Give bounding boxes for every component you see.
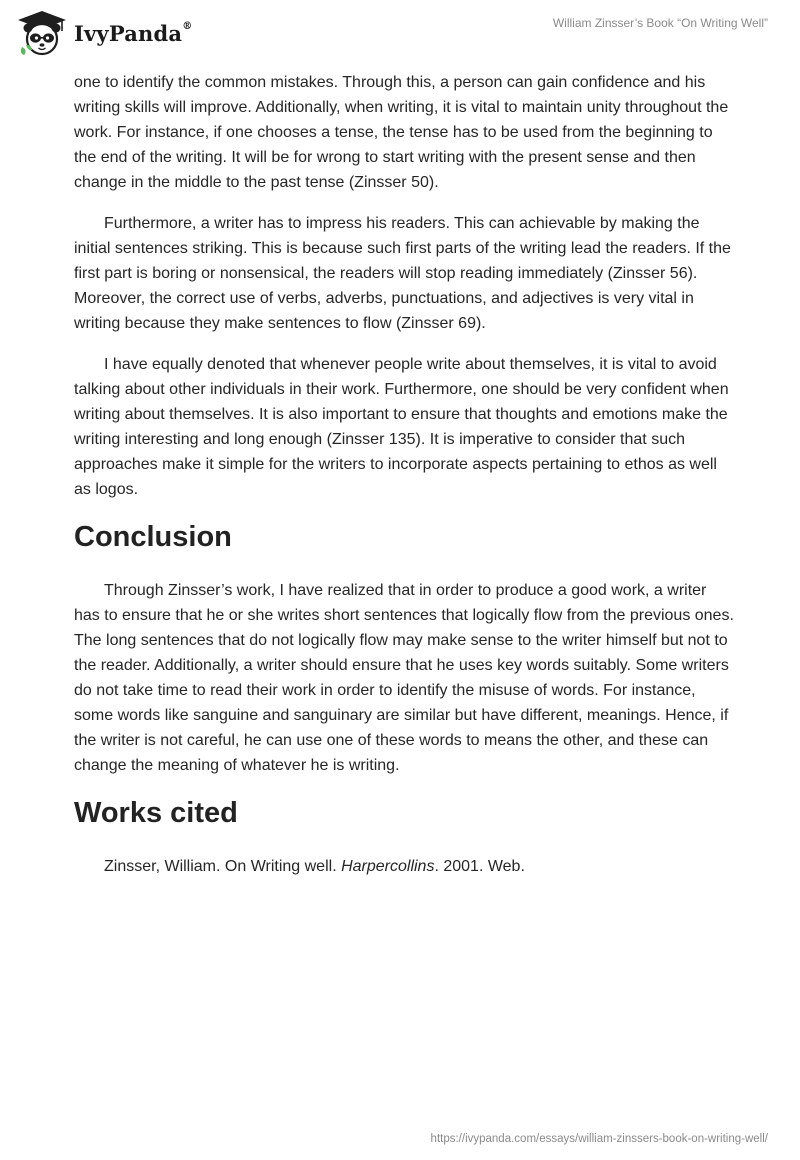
- document-title: William Zinsser’s Book “On Writing Well”: [552, 16, 768, 30]
- citation-publisher: Harpercollins: [341, 858, 435, 875]
- citation-text: Zinsser, William. On Writing well.: [104, 858, 342, 875]
- logo-text: IvyPanda: [74, 20, 183, 46]
- paragraph: Furthermore, a writer has to impress his readers. This can achievable by making the initial sentences striking. This is because such first parts of the writing lead the readers. If the first part is boring or nonsensical, the readers will stop reading immediately (Zinsser 56). Moreover, the correct use of verbs, adverbs, punctuations, and adjectives is very vital in writing because they make sentences to flow (Zinsser 69).: [74, 215, 731, 332]
- paragraph: one to identify the common mistakes. Through this, a person can gain confidence and his writing skills will improve. Additionally, when writing, it is vital to maintain unity throughout the work. For instance, if one chooses a tense, the tense has to be used from the beginning to the end of the writing. It will be for wrong to start writing with the present sense and then change in the middle to the past tense (Zinsser 50).: [74, 74, 729, 191]
- page-header: [0, 0, 800, 64]
- citation-year: . 2001. Web.: [434, 858, 525, 875]
- registered-mark: ®: [182, 20, 193, 32]
- panda-graduate-logo-icon: [16, 9, 68, 57]
- paragraph: Through Zinsser’s work, I have realized that in order to produce a good work, a writer has to ensure that he or she writes short sentences that logically flow from the previous ones. The long sentences that do not logically flow may make sense to the writer himself but not to the reader. Additionally, a writer should ensure that he uses key words suitably. Some writers do not take time to read their work in order to identify the misuse of words. For instance, some words like sanguine and sanguinary are similar but have different, meanings. Hence, if the writer is not careful, he can use one of these words to means the other, and these can change the meaning of whatever he is writing.: [74, 582, 734, 774]
- paragraph: I have equally denoted that whenever people write about themselves, it is vital to avoid talking about other individuals in their work. Furthermore, one should be very confident when writing about themselves. It is also important to ensure that thoughts and emotions make the writing interesting and long enough (Zinsser 135). It is imperative to consider that such approaches make it simple for the writers to incorporate aspects pertaining to ethos as well as logos.: [74, 356, 729, 498]
- source-url[interactable]: https://ivypanda.com/essays/william-zinssers-book-on-writing-well/: [430, 1133, 768, 1145]
- logo-wordmark: [74, 21, 192, 46]
- works-cited-heading: Works cited: [74, 797, 238, 829]
- conclusion-heading: Conclusion: [74, 521, 232, 553]
- essay-body: [74, 70, 734, 879]
- citation-entry: [74, 854, 734, 879]
- ivypanda-logo[interactable]: [16, 9, 192, 57]
